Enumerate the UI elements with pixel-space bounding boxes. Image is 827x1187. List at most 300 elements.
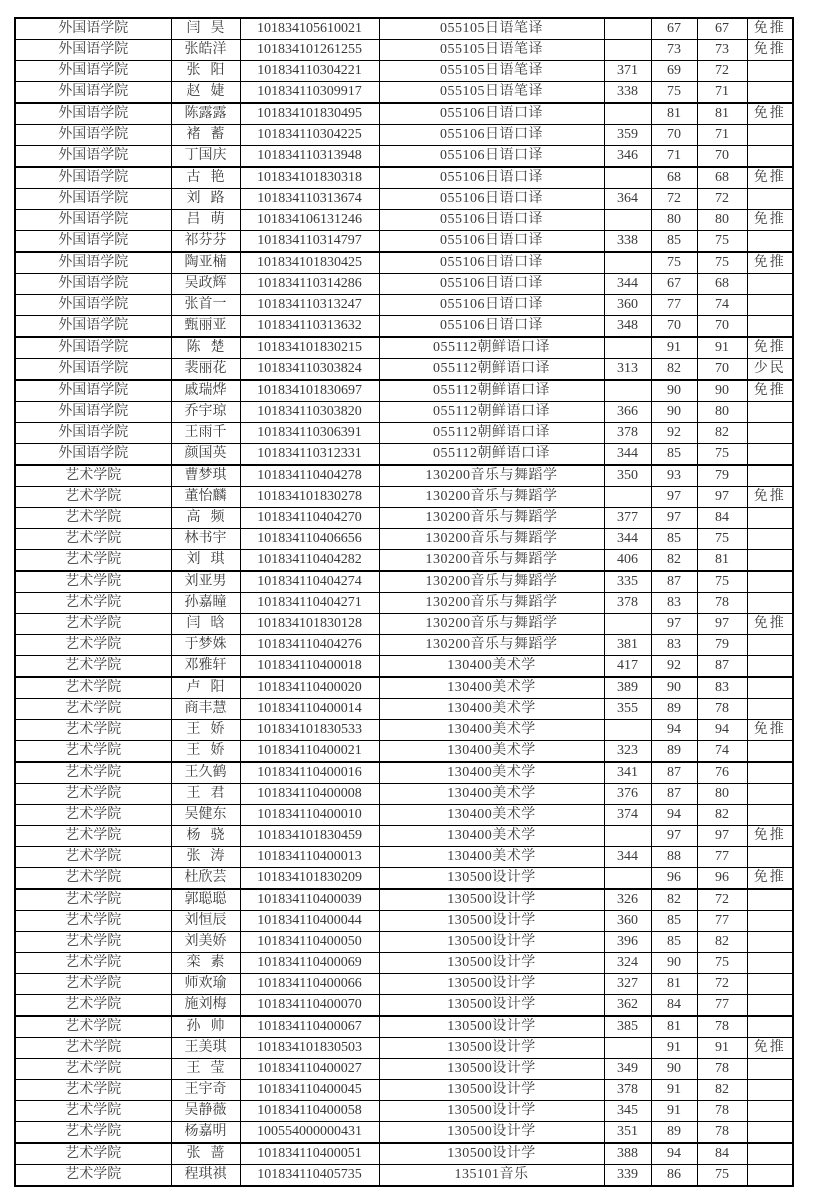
candidate-number-cell: 101834110304225 — [240, 125, 379, 146]
candidate-number-cell: 101834110405735 — [240, 1165, 379, 1187]
remark-cell — [747, 1143, 793, 1165]
college-cell: 艺术学院 — [15, 847, 171, 868]
college-cell: 艺术学院 — [15, 889, 171, 911]
remark-cell — [747, 995, 793, 1017]
remark-cell — [747, 529, 793, 550]
retest-score-a-cell: 91 — [651, 1080, 697, 1101]
retest-score-a-cell: 86 — [651, 1165, 697, 1187]
candidate-number-cell: 101834110400067 — [240, 1016, 379, 1038]
major-cell: 055112朝鲜语口译 — [379, 444, 604, 466]
college-cell: 艺术学院 — [15, 508, 171, 529]
retest-score-b-cell: 87 — [697, 656, 747, 678]
major-cell: 055112朝鲜语口译 — [379, 423, 604, 444]
remark-cell — [747, 974, 793, 995]
retest-score-b-cell: 78 — [697, 1101, 747, 1122]
initial-score-cell — [604, 337, 651, 359]
candidate-number-cell: 101834110304221 — [240, 61, 379, 82]
student-name-cell: 乔宇琼 — [171, 402, 240, 423]
retest-score-b-cell: 80 — [697, 402, 747, 423]
table-row — [15, 1080, 793, 1101]
major-cell: 130400美术学 — [379, 826, 604, 847]
retest-score-b-cell: 97 — [697, 826, 747, 847]
retest-score-a-cell: 83 — [651, 593, 697, 614]
major-cell: 055112朝鲜语口译 — [379, 337, 604, 359]
major-cell: 130200音乐与舞蹈学 — [379, 593, 604, 614]
initial-score-cell: 348 — [604, 316, 651, 338]
remark-cell — [747, 784, 793, 805]
major-cell: 130400美术学 — [379, 762, 604, 784]
college-cell: 艺术学院 — [15, 635, 171, 656]
table-row — [15, 1122, 793, 1144]
student-name-cell: 王宇奇 — [171, 1080, 240, 1101]
candidate-number-cell: 101834110314286 — [240, 274, 379, 295]
student-name-cell — [171, 167, 240, 189]
college-cell: 艺术学院 — [15, 571, 171, 593]
college-cell: 外国语学院 — [15, 444, 171, 466]
student-name-cell: 戚瑞烨 — [171, 380, 240, 402]
initial-score-cell: 350 — [604, 465, 651, 487]
initial-score-cell: 351 — [604, 1122, 651, 1144]
major-cell: 130400美术学 — [379, 699, 604, 720]
remark-cell — [747, 508, 793, 529]
retest-score-a-cell: 87 — [651, 784, 697, 805]
table-row — [15, 847, 793, 868]
candidate-number-cell: 101834110303824 — [240, 359, 379, 381]
major-cell: 055106日语口译 — [379, 103, 604, 125]
candidate-number-cell: 101834110400027 — [240, 1059, 379, 1080]
initial-score-cell: 349 — [604, 1059, 651, 1080]
college-cell: 艺术学院 — [15, 762, 171, 784]
student-name-cell — [171, 847, 240, 868]
retest-score-a-cell: 90 — [651, 677, 697, 699]
remark-cell — [747, 146, 793, 168]
student-name-text: 王君 — [186, 786, 235, 801]
retest-score-a-cell: 70 — [651, 316, 697, 338]
student-name-cell: 吴政辉 — [171, 274, 240, 295]
major-cell: 130500设计学 — [379, 868, 604, 890]
major-cell: 130500设计学 — [379, 932, 604, 953]
college-cell: 艺术学院 — [15, 911, 171, 932]
major-cell: 130400美术学 — [379, 656, 604, 678]
college-cell: 外国语学院 — [15, 316, 171, 338]
major-cell: 130500设计学 — [379, 1080, 604, 1101]
candidate-number-cell: 101834110400051 — [240, 1143, 379, 1165]
college-cell: 艺术学院 — [15, 1059, 171, 1080]
remark-cell: 免推 — [747, 614, 793, 635]
initial-score-cell: 335 — [604, 571, 651, 593]
retest-score-b-cell: 77 — [697, 911, 747, 932]
candidate-number-cell: 101834110313632 — [240, 316, 379, 338]
candidate-number-cell: 101834101830215 — [240, 337, 379, 359]
student-name-cell: 程琪祺 — [171, 1165, 240, 1187]
college-cell: 外国语学院 — [15, 423, 171, 444]
student-name-cell: 陶亚楠 — [171, 252, 240, 274]
candidate-number-cell: 101834106131246 — [240, 210, 379, 231]
candidate-number-cell: 101834110404270 — [240, 508, 379, 529]
major-cell: 130200音乐与舞蹈学 — [379, 614, 604, 635]
student-name-cell — [171, 953, 240, 974]
major-cell: 130200音乐与舞蹈学 — [379, 487, 604, 508]
candidate-number-cell: 101834101830503 — [240, 1038, 379, 1059]
table-row — [15, 146, 793, 168]
major-cell: 130500设计学 — [379, 974, 604, 995]
student-name-cell: 商丰慧 — [171, 699, 240, 720]
table-row — [15, 337, 793, 359]
retest-score-b-cell: 83 — [697, 677, 747, 699]
table-row — [15, 274, 793, 295]
major-cell: 130500设计学 — [379, 889, 604, 911]
initial-score-cell — [604, 380, 651, 402]
college-cell: 艺术学院 — [15, 805, 171, 826]
table-row — [15, 529, 793, 550]
college-cell: 艺术学院 — [15, 1143, 171, 1165]
candidate-number-cell: 101834110306391 — [240, 423, 379, 444]
table-row — [15, 61, 793, 82]
initial-score-cell — [604, 826, 651, 847]
retest-score-a-cell: 67 — [651, 274, 697, 295]
student-name-cell: 施刘梅 — [171, 995, 240, 1017]
candidate-number-cell: 101834110400039 — [240, 889, 379, 911]
table-row — [15, 677, 793, 699]
retest-score-a-cell: 94 — [651, 805, 697, 826]
candidate-number-cell: 101834101830318 — [240, 167, 379, 189]
student-name-text: 闫昊 — [186, 21, 235, 36]
remark-cell: 免推 — [747, 40, 793, 61]
major-cell: 130400美术学 — [379, 805, 604, 826]
table-row — [15, 932, 793, 953]
retest-score-b-cell: 81 — [697, 550, 747, 572]
initial-score-cell: 389 — [604, 677, 651, 699]
retest-score-b-cell: 81 — [697, 103, 747, 125]
retest-score-a-cell: 75 — [651, 252, 697, 274]
remark-cell: 免推 — [747, 826, 793, 847]
initial-score-cell: 327 — [604, 974, 651, 995]
student-name-cell — [171, 189, 240, 210]
table-row — [15, 18, 793, 40]
major-cell: 055105日语笔译 — [379, 61, 604, 82]
retest-score-a-cell: 87 — [651, 571, 697, 593]
remark-cell — [747, 1016, 793, 1038]
student-name-cell: 祁芬芬 — [171, 231, 240, 253]
candidate-number-cell: 101834110400070 — [240, 995, 379, 1017]
table-row — [15, 635, 793, 656]
initial-score-cell — [604, 210, 651, 231]
college-cell: 外国语学院 — [15, 210, 171, 231]
student-name-cell: 刘恒辰 — [171, 911, 240, 932]
major-cell: 055106日语口译 — [379, 125, 604, 146]
student-name-cell — [171, 550, 240, 572]
initial-score-cell: 344 — [604, 274, 651, 295]
retest-score-b-cell: 72 — [697, 889, 747, 911]
remark-cell: 免推 — [747, 103, 793, 125]
candidate-number-cell: 101834110400020 — [240, 677, 379, 699]
college-cell: 外国语学院 — [15, 18, 171, 40]
remark-cell — [747, 423, 793, 444]
candidate-number-cell: 101834110404271 — [240, 593, 379, 614]
remark-cell — [747, 402, 793, 423]
table-row — [15, 699, 793, 720]
table-row — [15, 974, 793, 995]
table-row — [15, 1143, 793, 1165]
retest-score-a-cell: 72 — [651, 189, 697, 210]
retest-score-b-cell: 73 — [697, 40, 747, 61]
major-cell: 130200音乐与舞蹈学 — [379, 465, 604, 487]
initial-score-cell: 344 — [604, 444, 651, 466]
initial-score-cell — [604, 18, 651, 40]
retest-score-b-cell: 76 — [697, 762, 747, 784]
college-cell: 艺术学院 — [15, 656, 171, 678]
table-row — [15, 210, 793, 231]
initial-score-cell: 355 — [604, 699, 651, 720]
college-cell: 外国语学院 — [15, 40, 171, 61]
table-row — [15, 1101, 793, 1122]
retest-score-a-cell: 80 — [651, 210, 697, 231]
retest-score-a-cell: 69 — [651, 61, 697, 82]
remark-cell: 免推 — [747, 337, 793, 359]
college-cell: 艺术学院 — [15, 699, 171, 720]
retest-score-a-cell: 70 — [651, 125, 697, 146]
retest-score-b-cell: 75 — [697, 231, 747, 253]
student-name-cell: 曹梦琪 — [171, 465, 240, 487]
table-row — [15, 571, 793, 593]
college-cell: 艺术学院 — [15, 953, 171, 974]
remark-cell: 少民 — [747, 359, 793, 381]
candidate-number-cell: 101834110400044 — [240, 911, 379, 932]
retest-score-a-cell: 81 — [651, 103, 697, 125]
student-name-text: 褚蓄 — [186, 127, 235, 142]
college-cell: 外国语学院 — [15, 231, 171, 253]
major-cell: 055106日语口译 — [379, 210, 604, 231]
initial-score-cell: 377 — [604, 508, 651, 529]
retest-score-b-cell: 82 — [697, 932, 747, 953]
retest-score-b-cell: 97 — [697, 487, 747, 508]
retest-score-a-cell: 77 — [651, 295, 697, 316]
remark-cell — [747, 762, 793, 784]
remark-cell — [747, 82, 793, 104]
student-name-text: 王娇 — [186, 743, 235, 758]
candidate-number-cell: 101834110404274 — [240, 571, 379, 593]
initial-score-cell: 371 — [604, 61, 651, 82]
remark-cell — [747, 699, 793, 720]
table-row — [15, 1059, 793, 1080]
remark-cell — [747, 889, 793, 911]
candidate-number-cell: 101834110313247 — [240, 295, 379, 316]
student-name-cell — [171, 1143, 240, 1165]
table-row — [15, 1038, 793, 1059]
candidate-number-cell: 101834110303820 — [240, 402, 379, 423]
retest-score-b-cell: 70 — [697, 146, 747, 168]
retest-score-b-cell: 84 — [697, 1143, 747, 1165]
candidate-number-cell: 101834101830278 — [240, 487, 379, 508]
remark-cell — [747, 1059, 793, 1080]
table-row — [15, 720, 793, 741]
admission-score-table — [14, 17, 794, 1187]
retest-score-b-cell: 91 — [697, 337, 747, 359]
remark-cell: 免推 — [747, 720, 793, 741]
college-cell: 艺术学院 — [15, 487, 171, 508]
college-cell: 艺术学院 — [15, 784, 171, 805]
retest-score-a-cell: 85 — [651, 911, 697, 932]
initial-score-cell: 344 — [604, 529, 651, 550]
student-name-cell — [171, 508, 240, 529]
retest-score-b-cell: 72 — [697, 61, 747, 82]
college-cell: 艺术学院 — [15, 826, 171, 847]
college-cell: 外国语学院 — [15, 167, 171, 189]
initial-score-cell — [604, 167, 651, 189]
college-cell: 外国语学院 — [15, 146, 171, 168]
candidate-number-cell: 101834110314797 — [240, 231, 379, 253]
retest-score-a-cell: 97 — [651, 826, 697, 847]
college-cell: 外国语学院 — [15, 103, 171, 125]
retest-score-b-cell: 78 — [697, 593, 747, 614]
retest-score-a-cell: 67 — [651, 18, 697, 40]
candidate-number-cell: 101834110400050 — [240, 932, 379, 953]
initial-score-cell — [604, 103, 651, 125]
major-cell: 055106日语口译 — [379, 189, 604, 210]
initial-score-cell: 378 — [604, 423, 651, 444]
candidate-number-cell: 101834110404276 — [240, 635, 379, 656]
college-cell: 外国语学院 — [15, 125, 171, 146]
retest-score-a-cell: 85 — [651, 529, 697, 550]
initial-score-cell: 313 — [604, 359, 651, 381]
retest-score-b-cell: 79 — [697, 635, 747, 656]
student-name-text: 张蔷 — [186, 1146, 235, 1161]
student-name-cell: 董怡麟 — [171, 487, 240, 508]
table-row — [15, 826, 793, 847]
initial-score-cell — [604, 40, 651, 61]
remark-cell — [747, 677, 793, 699]
candidate-number-cell: 101834110400018 — [240, 656, 379, 678]
table-row — [15, 402, 793, 423]
candidate-number-cell: 101834110400069 — [240, 953, 379, 974]
student-name-cell: 张皓洋 — [171, 40, 240, 61]
retest-score-b-cell: 77 — [697, 995, 747, 1017]
college-cell: 外国语学院 — [15, 402, 171, 423]
student-name-cell: 杨嘉明 — [171, 1122, 240, 1144]
candidate-number-cell: 101834105610021 — [240, 18, 379, 40]
initial-score-cell: 345 — [604, 1101, 651, 1122]
retest-score-a-cell: 94 — [651, 1143, 697, 1165]
table-row — [15, 252, 793, 274]
initial-score-cell: 385 — [604, 1016, 651, 1038]
college-cell: 外国语学院 — [15, 295, 171, 316]
retest-score-b-cell: 74 — [697, 295, 747, 316]
candidate-number-cell: 101834110400008 — [240, 784, 379, 805]
retest-score-b-cell: 75 — [697, 252, 747, 274]
initial-score-cell: 396 — [604, 932, 651, 953]
retest-score-a-cell: 92 — [651, 656, 697, 678]
major-cell: 135101音乐 — [379, 1165, 604, 1187]
student-name-cell: 颜国英 — [171, 444, 240, 466]
retest-score-b-cell: 82 — [697, 1080, 747, 1101]
remark-cell — [747, 125, 793, 146]
college-cell: 艺术学院 — [15, 1016, 171, 1038]
retest-score-b-cell: 94 — [697, 720, 747, 741]
initial-score-cell: 376 — [604, 784, 651, 805]
remark-cell: 免推 — [747, 252, 793, 274]
remark-cell — [747, 847, 793, 868]
candidate-number-cell: 101834101261255 — [240, 40, 379, 61]
remark-cell — [747, 656, 793, 678]
initial-score-cell: 359 — [604, 125, 651, 146]
retest-score-a-cell: 85 — [651, 444, 697, 466]
student-name-cell — [171, 741, 240, 763]
initial-score-cell: 381 — [604, 635, 651, 656]
student-name-cell: 刘美娇 — [171, 932, 240, 953]
retest-score-a-cell: 90 — [651, 380, 697, 402]
table-row — [15, 316, 793, 338]
major-cell: 130200音乐与舞蹈学 — [379, 635, 604, 656]
college-cell: 艺术学院 — [15, 974, 171, 995]
initial-score-cell: 323 — [604, 741, 651, 763]
candidate-number-cell: 101834110313948 — [240, 146, 379, 168]
remark-cell — [747, 550, 793, 572]
retest-score-a-cell: 93 — [651, 465, 697, 487]
retest-score-a-cell: 82 — [651, 889, 697, 911]
remark-cell — [747, 635, 793, 656]
table-row — [15, 103, 793, 125]
student-name-text: 陈楚 — [186, 340, 235, 355]
candidate-number-cell: 101834101830425 — [240, 252, 379, 274]
initial-score-cell — [604, 487, 651, 508]
major-cell: 055106日语口译 — [379, 316, 604, 338]
major-cell: 130400美术学 — [379, 720, 604, 741]
table-row — [15, 465, 793, 487]
college-cell: 艺术学院 — [15, 677, 171, 699]
remark-cell — [747, 465, 793, 487]
college-cell: 艺术学院 — [15, 529, 171, 550]
remark-cell — [747, 805, 793, 826]
table-row — [15, 1165, 793, 1187]
student-name-cell — [171, 337, 240, 359]
initial-score-cell — [604, 868, 651, 890]
table-row — [15, 593, 793, 614]
candidate-number-cell: 101834110309917 — [240, 82, 379, 104]
major-cell: 130200音乐与舞蹈学 — [379, 571, 604, 593]
student-name-text: 闫晗 — [186, 616, 235, 631]
retest-score-b-cell: 68 — [697, 274, 747, 295]
student-name-cell: 王雨千 — [171, 423, 240, 444]
student-name-text: 王莹 — [186, 1061, 235, 1076]
student-name-text: 吕萌 — [186, 212, 235, 227]
initial-score-cell: 360 — [604, 911, 651, 932]
initial-score-cell: 346 — [604, 146, 651, 168]
candidate-number-cell: 101834110404282 — [240, 550, 379, 572]
remark-cell — [747, 1080, 793, 1101]
retest-score-a-cell: 90 — [651, 402, 697, 423]
remark-cell — [747, 231, 793, 253]
retest-score-a-cell: 87 — [651, 762, 697, 784]
major-cell: 055112朝鲜语口译 — [379, 359, 604, 381]
student-name-text: 卢阳 — [186, 680, 235, 695]
candidate-number-cell: 100554000000431 — [240, 1122, 379, 1144]
initial-score-cell: 362 — [604, 995, 651, 1017]
table-row — [15, 380, 793, 402]
candidate-number-cell: 101834110400013 — [240, 847, 379, 868]
candidate-number-cell: 101834110400021 — [240, 741, 379, 763]
college-cell: 外国语学院 — [15, 61, 171, 82]
college-cell: 艺术学院 — [15, 593, 171, 614]
remark-cell — [747, 274, 793, 295]
initial-score-cell — [604, 252, 651, 274]
remark-cell — [747, 741, 793, 763]
retest-score-a-cell: 96 — [651, 868, 697, 890]
retest-score-b-cell: 90 — [697, 380, 747, 402]
candidate-number-cell: 101834110406656 — [240, 529, 379, 550]
student-name-text: 张阳 — [186, 63, 235, 78]
retest-score-b-cell: 80 — [697, 784, 747, 805]
student-name-text: 孙帅 — [186, 1019, 235, 1034]
